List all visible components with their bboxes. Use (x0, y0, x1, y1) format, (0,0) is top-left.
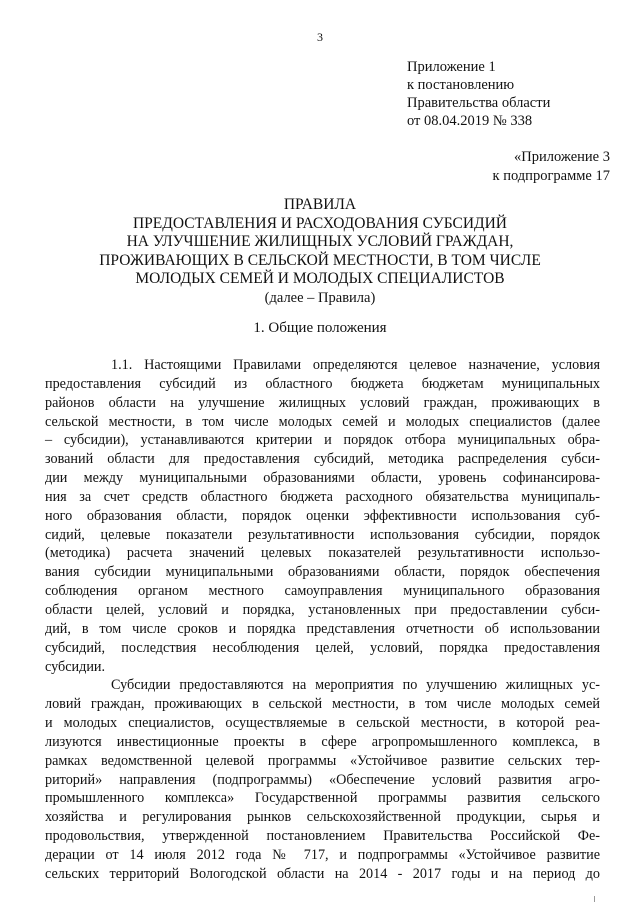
document-title (60, 196, 580, 307)
appendix-3-reference (493, 148, 610, 186)
paragraph-line: продовольствия, утвержденной постановлением Правительства Российской Фе- (45, 828, 600, 845)
paragraph-line: Субсидии предоставляются на мероприятия по улучшению жилищных ус- (111, 677, 600, 694)
scan-mark (594, 896, 595, 902)
paragraph-line: риторий» направления (подпрограммы) «Обеспечение условий развития агро- (45, 771, 600, 788)
title-line: ПРОЖИВАЮЩИХ В СЕЛЬСКОЙ МЕСТНОСТИ, В ТОМ ЧИСЛЕ (99, 251, 541, 269)
paragraph-1 (45, 356, 600, 676)
paragraph-line: сельских территорий Вологодской области на 2014 - 2017 годы и на период до (45, 865, 600, 882)
paragraph-line: предоставления субсидий из областного бюджета бюджетам муниципальных (45, 375, 600, 392)
paragraph-line: – субсидии), устанавливаются критерии и порядок отбора муниципальных обра- (45, 432, 600, 449)
paragraph-line: сидий, целевые показатели результативности использования субсидии, порядок (45, 526, 600, 543)
appendix-1-line: Приложение 1 (407, 59, 496, 75)
appendix-1-line: к постановлению (407, 77, 515, 93)
paragraph-line: и молодых специалистов, осуществляемые в сельской местности, в которой реа- (45, 715, 600, 732)
title-line: ПРАВИЛА (283, 196, 357, 213)
paragraph-line: промышленного комплекса» Государственной программы развития сельского (45, 790, 600, 807)
paragraph-2 (45, 676, 600, 883)
page-number: 3 (317, 30, 323, 44)
appendix-1-line: Правительства области (407, 95, 551, 111)
paragraph-line: сельской местности, в том числе молодых семей и молодых специалистов (далее (45, 413, 600, 430)
paragraph-line: лизуются инвестиционные проекты в сфере агропромышленного комплекса, в (45, 733, 600, 750)
paragraph-line: вания субсидии муниципальными образованиями области, порядок обеспечения (45, 564, 600, 581)
paragraph-line: субсидии. (45, 658, 106, 675)
paragraph-line: зований области для предоставления субсидий, методика распределения субси- (45, 451, 600, 468)
body-text (45, 356, 600, 884)
appendix-3-line: к подпрограмме 17 (492, 168, 610, 184)
paragraph-line: соблюдения органом местного самоуправления муниципального образования (45, 583, 600, 600)
paragraph-line: хозяйства и регулирования рынков сельскохозяйственной продукции, сырья и (45, 809, 600, 826)
appendix-1-reference (407, 58, 550, 130)
paragraph-line: 1.1. Настоящими Правилами определяются целевое назначение, условия (111, 357, 600, 373)
paragraph-line: ловий граждан, проживающих в сельской местности, в том числе молодых семей (45, 696, 600, 713)
paragraph-line: районов области на улучшение жилищных условий граждан, проживающих в (45, 394, 600, 411)
appendix-1-line: от 08.04.2019 № 338 (407, 113, 533, 129)
paragraph-line: ного образования области, порядок оценки эффективности использования суб- (45, 507, 600, 524)
title-line: НА УЛУЧШЕНИЕ ЖИЛИЩНЫХ УСЛОВИЙ ГРАЖДАН, (126, 233, 514, 250)
title-line: МОЛОДЫХ СЕМЕЙ И МОЛОДЫХ СПЕЦИАЛИСТОВ (135, 270, 505, 287)
paragraph-line: дерации от 14 июля 2012 года № 717, и подпрограммы «Устойчивое развитие (45, 846, 600, 863)
paragraph-line: субсидий, последствия несоблюдения целей, условий, порядка предоставления (45, 639, 600, 656)
paragraph-line: дий, в том числе сроков и порядка представления отчетности об использовании (45, 620, 600, 637)
paragraph-line: (методика) расчета значений целевых показателей результативности использо- (45, 545, 600, 562)
paragraph-line: рамках ведомственной целевой программы «Устойчивое развитие сельских тер- (45, 752, 600, 769)
paragraph-line: ния за счет средств областного бюджета расходного обязательства муниципаль- (45, 488, 600, 505)
paragraph-line: дии между муниципальными образованиями области, уровень софинансирова- (45, 470, 600, 487)
appendix-3-line: «Приложение 3 (514, 149, 610, 165)
title-line: ПРЕДОСТАВЛЕНИЯ И РАСХОДОВАНИЯ СУБСИДИЙ (132, 214, 507, 232)
title-note: (далее – Правила) (264, 289, 376, 306)
section-heading: 1. Общие положения (253, 320, 387, 336)
paragraph-line: области целей, условий и порядка, установленных при предоставлении субси- (45, 601, 600, 618)
